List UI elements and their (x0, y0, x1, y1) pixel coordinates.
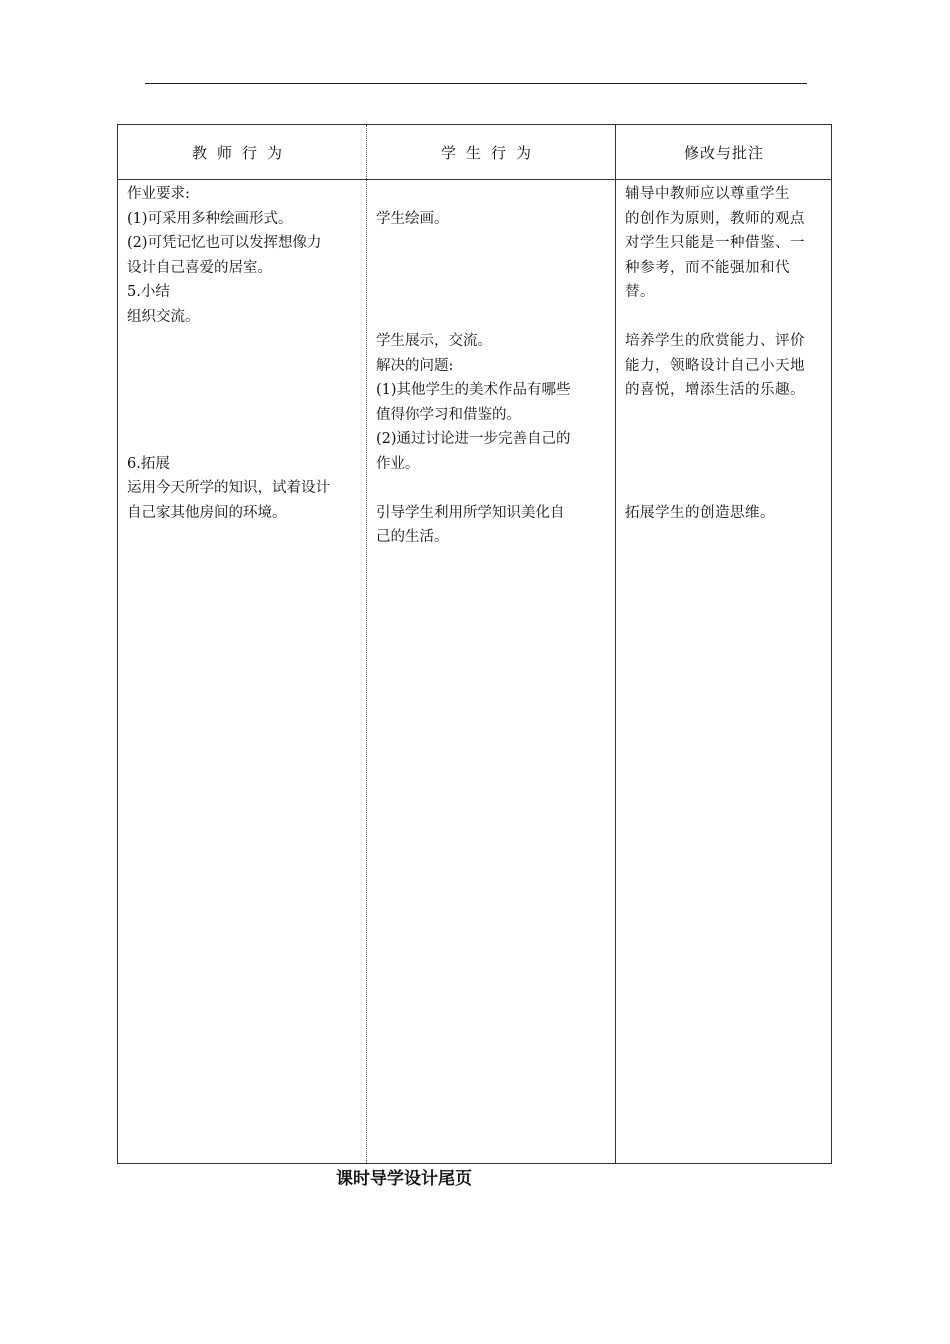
column-divider (366, 125, 367, 1163)
text-line: (1)可采用多种绘画形式。 (127, 210, 293, 227)
footer-title: 课时导学设计尾页 (336, 1169, 472, 1189)
lesson-table (117, 124, 832, 1164)
text-line: 培养学生的欣赏能力、评价 (625, 333, 805, 349)
text-line: 替。 (625, 284, 655, 300)
spacer (625, 452, 829, 477)
spacer (376, 305, 611, 330)
text-line: 拓展学生的创造思维。 (625, 504, 775, 521)
text-line: 解决的问题: (376, 357, 454, 374)
spacer (376, 182, 611, 207)
text-line: (1)其他学生的美术作品有哪些 (376, 382, 571, 398)
column-divider (615, 125, 616, 1163)
text-line: 对学生只能是一种借鉴、一 (625, 235, 805, 251)
notes-column-header: 修改与批注 (683, 143, 764, 162)
text-line: 能力，领略设计自己小天地 (625, 357, 805, 374)
student-cell (376, 182, 611, 550)
spacer (127, 427, 362, 452)
spacer (376, 476, 611, 501)
text-line: 自己家其他房间的环境。 (127, 504, 287, 521)
header-rule (145, 83, 807, 84)
text-line: (2)可凭记忆也可以发挥想像力 (127, 235, 322, 251)
spacer (625, 476, 829, 501)
section-heading: 6.拓展 (127, 455, 170, 472)
teacher-cell (127, 182, 362, 525)
spacer (127, 329, 362, 354)
spacer (625, 305, 829, 330)
spacer (625, 427, 829, 452)
header-divider (118, 179, 831, 180)
spacer (376, 280, 611, 305)
spacer (376, 231, 611, 256)
text-line: 作业要求: (127, 186, 190, 202)
teacher-column-header: 教师行为 (191, 143, 292, 162)
section-heading: 5.小结 (127, 284, 170, 300)
notes-cell (625, 182, 829, 525)
text-line: 学生绘画。 (376, 210, 449, 227)
text-line: 引导学生利用所学知识美化自 (376, 504, 565, 521)
text-line: 运用今天所学的知识，试着设计 (127, 480, 330, 496)
spacer (127, 378, 362, 403)
text-line: 的创作为原则，教师的观点 (625, 210, 805, 227)
text-line: 种参考，而不能强加和代 (625, 259, 790, 276)
spacer (127, 354, 362, 379)
text-line: 己的生活。 (376, 529, 449, 545)
text-line: 的喜悦，增添生活的乐趣。 (625, 382, 805, 398)
text-line: (2)通过讨论进一步完善自己的 (376, 431, 571, 447)
spacer (127, 403, 362, 428)
text-line: 作业。 (376, 455, 420, 472)
text-line: 设计自己喜爱的居室。 (127, 259, 272, 276)
text-line: 组织交流。 (127, 308, 200, 325)
text-line: 值得你学习和借鉴的。 (376, 406, 521, 423)
text-line: 学生展示，交流。 (376, 333, 492, 349)
text-line: 辅导中教师应以尊重学生 (625, 186, 790, 202)
spacer (625, 403, 829, 428)
student-column-header: 学生行为 (440, 143, 541, 162)
spacer (376, 256, 611, 281)
